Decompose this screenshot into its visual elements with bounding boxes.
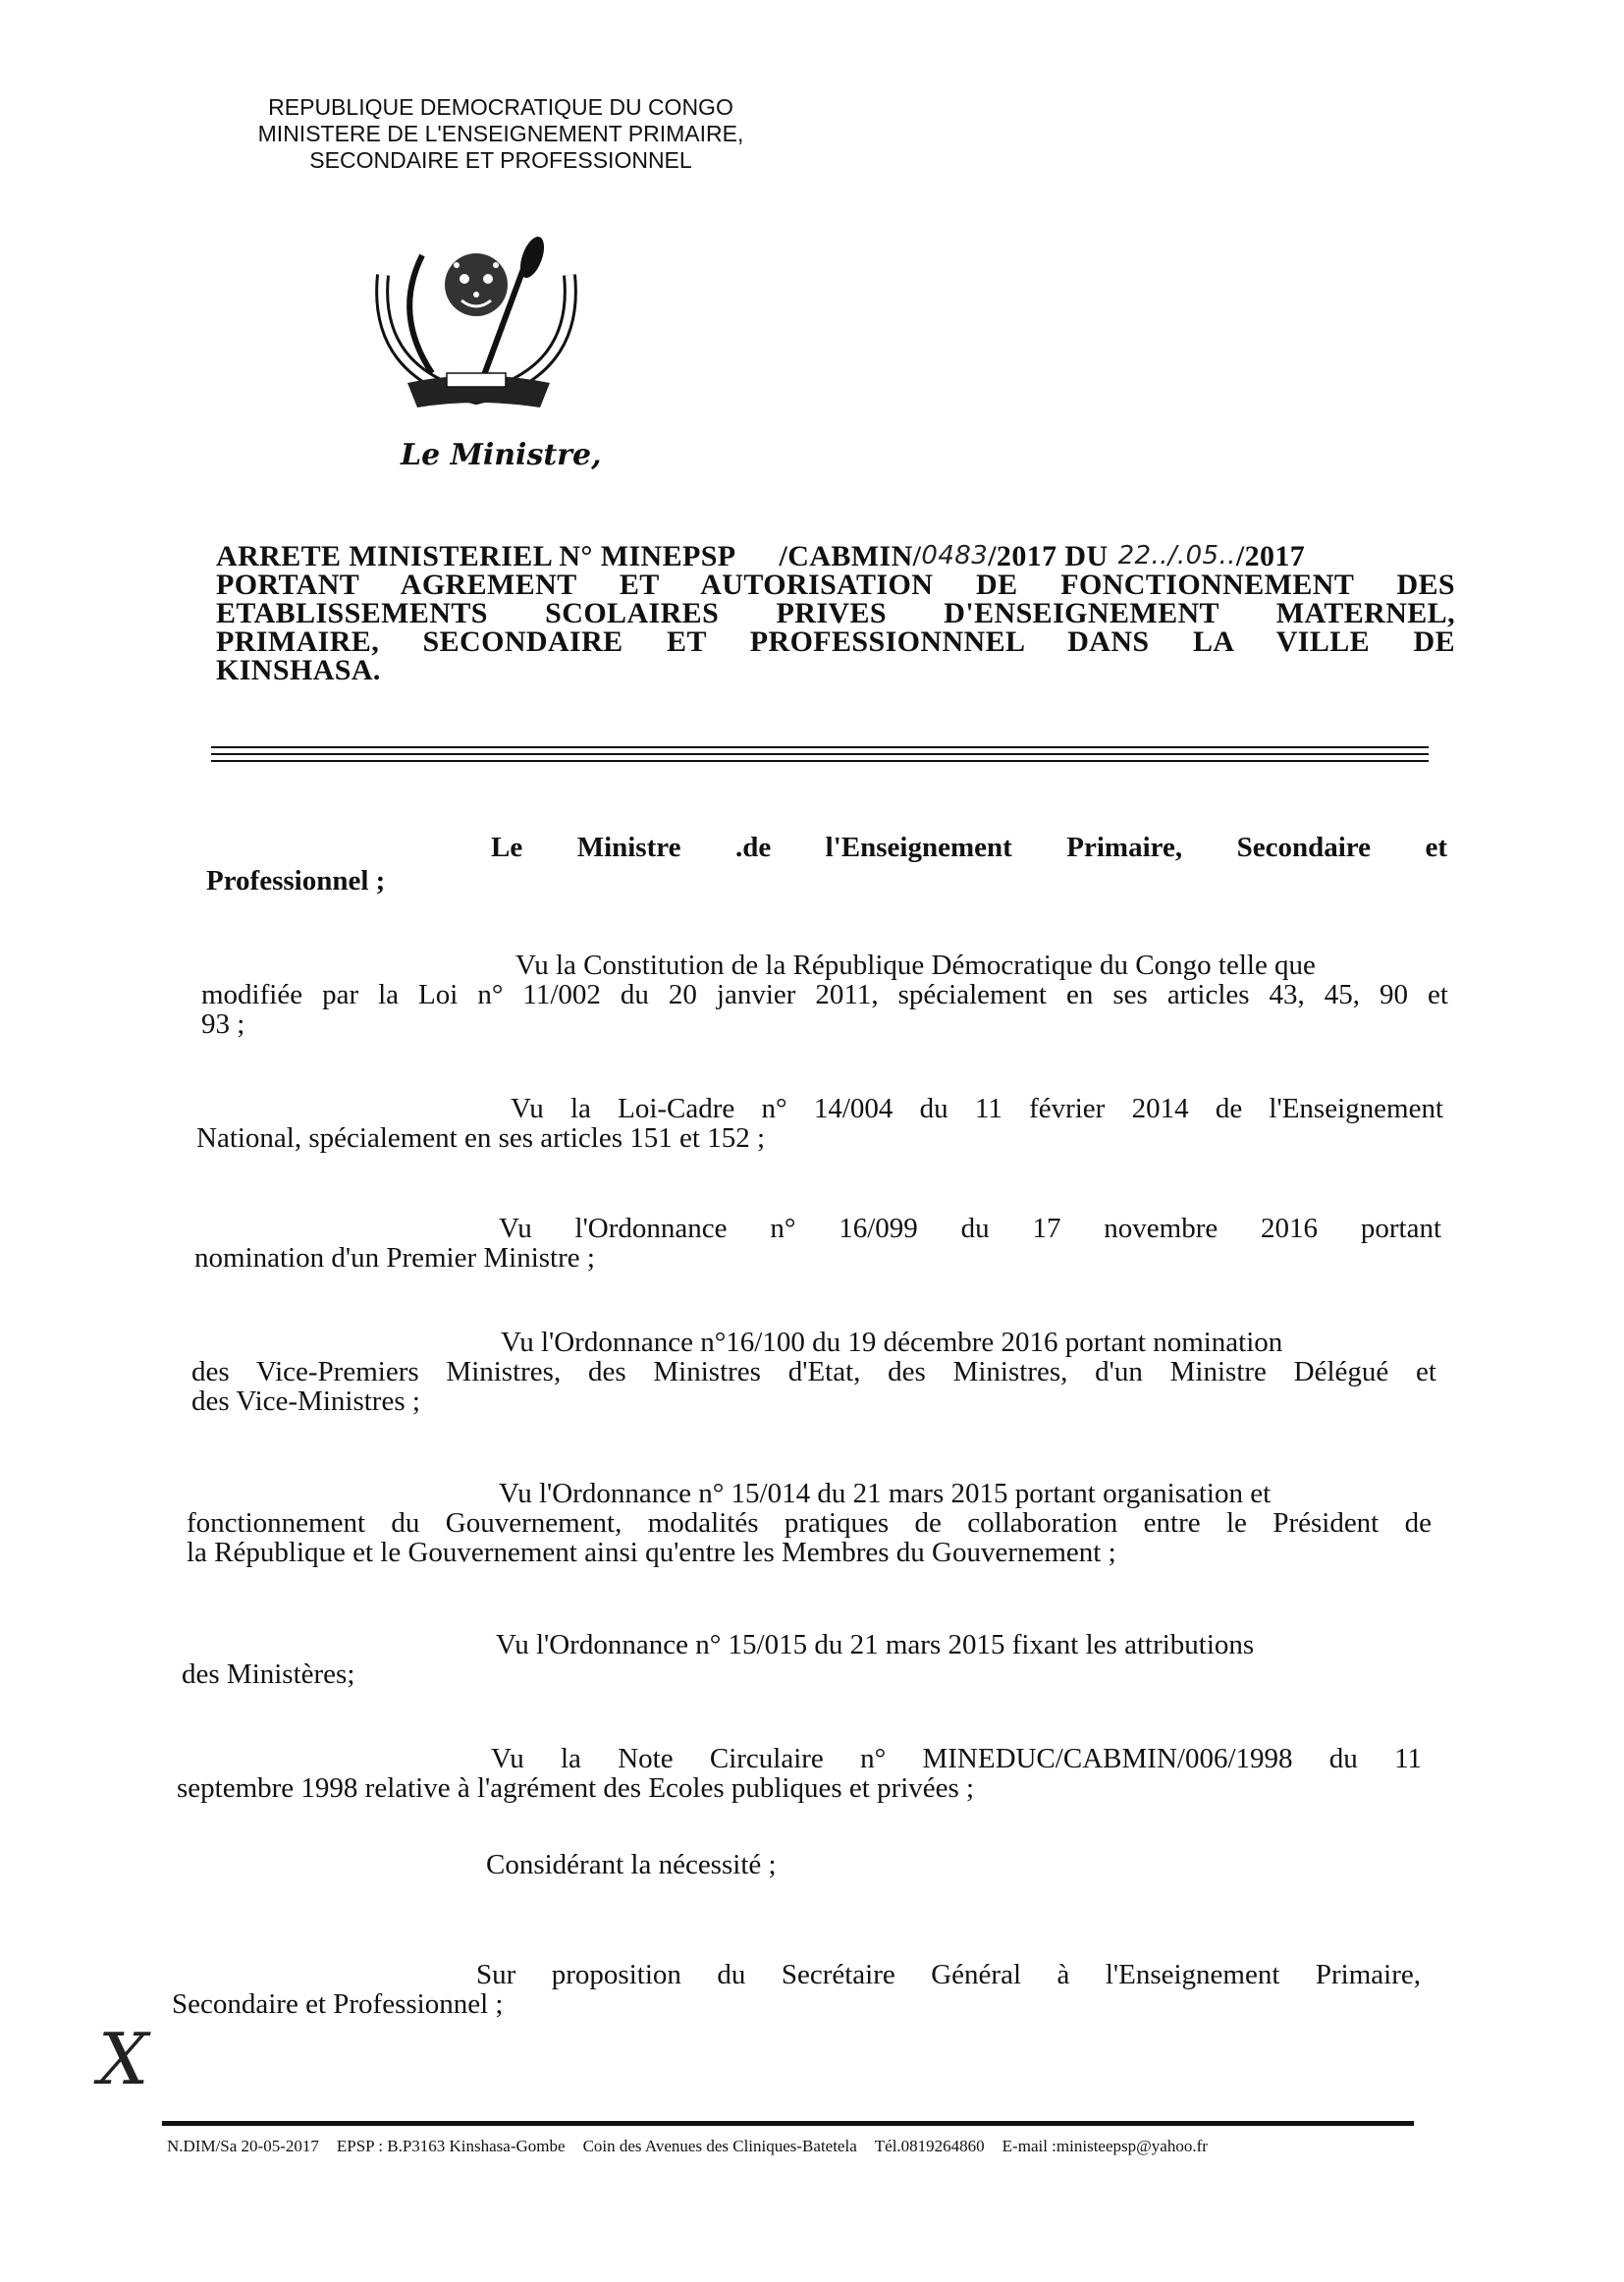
- preamble-line2: Professionnel ;: [206, 865, 386, 896]
- considerant-line: nomination d'un Premier Ministre ;: [194, 1242, 595, 1274]
- considerant-necessite: [486, 1850, 777, 1879]
- considerant-line: Vu l'Ordonnance n° 15/015 du 21 mars 2015 fixant les attributions: [496, 1629, 1255, 1660]
- considerant-line: Considérant la nécessité ;: [486, 1849, 777, 1880]
- considerant-line: Vu l'Ordonnance n°16/100 du 19 décembre 2016 portant nomination: [501, 1327, 1283, 1358]
- title-separator-top: [211, 746, 1429, 748]
- considerant-line: fonctionnement du Gouvernement, modalités pratiques de collaboration entre le Président de: [187, 1507, 1432, 1539]
- considerant-ordonnance-gouvernement: [187, 1479, 1432, 1567]
- considerant-line: Vu la Loi-Cadre n° 14/004 du 11 février 2014 de l'Enseignement: [511, 1093, 1443, 1124]
- considerant-note-circulaire: [177, 1744, 1422, 1803]
- considerant-line: Vu l'Ordonnance n° 16/099 du 17 novembre 2016 portant: [499, 1213, 1441, 1244]
- ministry-name-line2: SECONDAIRE ET PROFESSIONNEL: [309, 147, 692, 173]
- letterhead: [226, 94, 776, 174]
- footer: [167, 2137, 1414, 2156]
- considerant-line: Vu l'Ordonnance n° 15/014 du 21 mars 2015 portant organisation et: [499, 1478, 1272, 1509]
- footer-rule: [162, 2121, 1414, 2126]
- considerant-line: Sur proposition du Secrétaire Général à l'Enseignement Primaire,: [476, 1959, 1421, 1990]
- footer-reference: N.DIM/Sa 20-05-2017: [167, 2137, 319, 2155]
- considerant-line: la République et le Gouvernement ainsi qu'entre les Membres du Gouvernement ;: [187, 1537, 1116, 1568]
- decree-title-line1-c: /2017 DU: [988, 540, 1109, 572]
- decree-title-line5: KINSHASA.: [216, 654, 381, 686]
- considerant-line: des Vice-Ministres ;: [191, 1386, 420, 1417]
- footer-phone: Tél.0819264860: [874, 2137, 985, 2155]
- initials-mark: X: [98, 2018, 149, 2100]
- considerant-line: Vu la Note Circulaire n° MINEDUC/CABMIN/006/1998 du 11: [491, 1743, 1422, 1774]
- considerant-line: des Ministères;: [182, 1658, 355, 1690]
- decree-number-handwritten: 0483: [921, 541, 989, 570]
- considerant-line: National, spécialement en ses articles 151 et 152 ;: [196, 1122, 766, 1154]
- footer-address: EPSP : B.P3163 Kinshasa-Gombe: [336, 2137, 566, 2155]
- considerant-ordonnance-vice-premiers: [191, 1328, 1436, 1416]
- country-name: REPUBLIQUE DEMOCRATIQUE DU CONGO: [268, 94, 733, 120]
- considerant-constitution: [201, 951, 1448, 1039]
- considerant-line: des Vice-Premiers Ministres, des Ministres d'Etat, des Ministres, d'un Ministre Délégué et: [191, 1356, 1436, 1387]
- decree-title: [216, 542, 1455, 684]
- ministry-name-line1: MINISTERE DE L'ENSEIGNEMENT PRIMAIRE,: [257, 121, 744, 146]
- considerant-loi-cadre: [196, 1094, 1443, 1153]
- minister-label: Le Ministre,: [401, 438, 602, 472]
- decree-date-handwritten: 22../.05..: [1117, 541, 1236, 570]
- considerant-line: Secondaire et Professionnel ;: [172, 1988, 504, 2020]
- considerant-line: septembre 1998 relative à l'agrément des Ecoles publiques et privées ;: [177, 1772, 975, 1804]
- footer-location: Coin des Avenues des Cliniques-Batetela: [582, 2137, 857, 2155]
- decree-title-line3: ETABLISSEMENTS SCOLAIRES PRIVES D'ENSEIGNEMENT MATERNEL,: [216, 597, 1455, 629]
- considerant-line: Vu la Constitution de la République Démocratique du Congo telle que: [515, 950, 1316, 981]
- decree-title-line1-a: ARRETE MINISTERIEL N° MINEPSP: [216, 540, 736, 572]
- considerant-ordonnance-attributions: [182, 1630, 1427, 1689]
- preamble: [206, 833, 1447, 896]
- considerant-line: modifiée par la Loi n° 11/002 du 20 janvier 2011, spécialement en ses articles 43, 45, 90 et: [201, 979, 1448, 1010]
- considerant-ordonnance-premier-ministre: [194, 1214, 1441, 1273]
- footer-email: E-mail :ministeepsp@yahoo.fr: [1001, 2137, 1208, 2155]
- decree-title-line1-b: /CABMIN/: [779, 540, 922, 572]
- title-separator-bottom: [211, 760, 1429, 762]
- preamble-line1: Le Ministre .de l'Enseignement Primaire, Secondaire et: [491, 832, 1447, 863]
- considerant-line: 93 ;: [201, 1008, 245, 1040]
- coat-of-arms-icon: [363, 236, 589, 422]
- title-separator-mid: [211, 753, 1429, 755]
- decree-title-line1-d: /2017: [1235, 540, 1306, 572]
- considerant-proposition: [172, 1960, 1421, 2019]
- decree-title-line4: PRIMAIRE, SECONDAIRE ET PROFESSIONNNEL DANS LA VILLE DE: [216, 625, 1455, 658]
- decree-title-line2: PORTANT AGREMENT ET AUTORISATION DE FONCTIONNEMENT DES: [216, 569, 1455, 601]
